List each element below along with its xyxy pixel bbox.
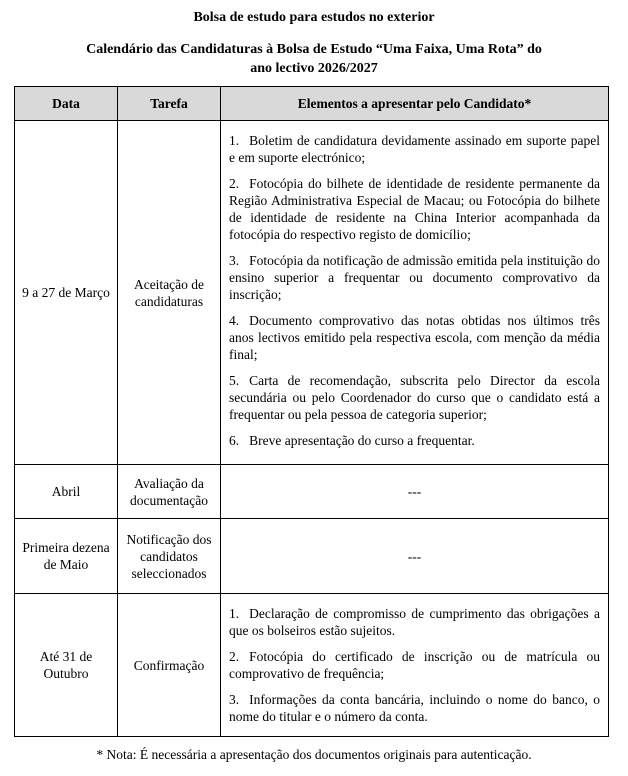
element-item bbox=[229, 691, 600, 725]
item-text: Carta de recomendação, subscrita pelo Director da escola secundária ou pelo Coordenador do curso que o candidato está a frequentar ou pela pessoa de categoria superior; bbox=[229, 373, 600, 422]
elements-cell bbox=[221, 121, 609, 465]
task-cell: Confirmação bbox=[118, 594, 221, 737]
table-header-row bbox=[15, 87, 609, 121]
item-number: 2. bbox=[229, 649, 240, 664]
item-number: 3. bbox=[229, 692, 240, 707]
document-subtitle-line-2: ano lectivo 2026/2027 bbox=[250, 61, 378, 76]
element-item bbox=[229, 648, 600, 682]
item-text: Breve apresentação do curso a frequentar. bbox=[249, 433, 475, 448]
footnote: * Nota: É necessária a apresentação dos documentos originais para autenticação. bbox=[96, 747, 532, 762]
table-row bbox=[15, 465, 609, 519]
date-cell: 9 a 27 de Março bbox=[15, 121, 118, 465]
item-text: Declaração de compromisso de cumprimento das obrigações a que os bolseiros estão sujeitos. bbox=[229, 606, 600, 638]
document-subtitle bbox=[0, 40, 628, 78]
item-text: Informações da conta bancária, incluindo o nome do banco, o nome do titular e o número da conta. bbox=[229, 692, 600, 724]
item-text: Boletim de candidatura devidamente assinado em suporte papel e em suporte electrónico; bbox=[229, 133, 600, 165]
element-item bbox=[229, 312, 600, 363]
item-number: 3. bbox=[229, 253, 240, 268]
date-cell: Até 31 de Outubro bbox=[15, 594, 118, 737]
element-item bbox=[229, 252, 600, 303]
element-item bbox=[229, 605, 600, 639]
item-number: 5. bbox=[229, 373, 240, 388]
date-cell: Abril bbox=[15, 465, 118, 519]
task-cell: Avaliação da documentação bbox=[118, 465, 221, 519]
header-cell-data: Data bbox=[15, 87, 118, 121]
element-item bbox=[229, 175, 600, 243]
item-number: 6. bbox=[229, 433, 240, 448]
item-text: Fotocópia do certificado de inscrição ou de matrícula ou comprovativo de frequência; bbox=[229, 649, 600, 681]
table-row bbox=[15, 121, 609, 465]
item-text: Documento comprovativo das notas obtidas nos últimos três anos lectivos emitido pela respectiva escola, com menção da média final; bbox=[229, 313, 600, 362]
item-number: 1. bbox=[229, 606, 240, 621]
elements-cell-empty: --- bbox=[221, 465, 609, 519]
element-item bbox=[229, 132, 600, 166]
item-number: 1. bbox=[229, 133, 240, 148]
header-cell-elementos: Elementos a apresentar pelo Candidato* bbox=[221, 87, 609, 121]
element-item bbox=[229, 432, 600, 449]
item-number: 2. bbox=[229, 176, 240, 191]
item-text: Fotocópia do bilhete de identidade de residente permanente da Região Administrativa Especial de Macau; ou Fotocópia do bilhete de identidade de residente na China Interior acompanhada da fotocópia do respectivo registo de domicílio; bbox=[229, 176, 600, 242]
elements-cell-empty: --- bbox=[221, 519, 609, 594]
table-row bbox=[15, 594, 609, 737]
element-item bbox=[229, 372, 600, 423]
header-cell-tarefa: Tarefa bbox=[118, 87, 221, 121]
task-cell: Aceitação de candidaturas bbox=[118, 121, 221, 465]
item-text: Fotocópia da notificação de admissão emitida pela instituição do ensino superior a frequentar ou documento comprovativo da inscrição; bbox=[229, 253, 600, 302]
item-number: 4. bbox=[229, 313, 240, 328]
date-cell: Primeira dezena de Maio bbox=[15, 519, 118, 594]
task-cell: Notificação dos candidatos seleccionados bbox=[118, 519, 221, 594]
calendar-table bbox=[14, 86, 609, 737]
table-row bbox=[15, 519, 609, 594]
document-title: Bolsa de estudo para estudos no exterior bbox=[193, 10, 435, 25]
elements-cell bbox=[221, 594, 609, 737]
document-subtitle-line-1: Calendário das Candidaturas à Bolsa de Estudo “Uma Faixa, Uma Rota” do bbox=[86, 42, 542, 57]
